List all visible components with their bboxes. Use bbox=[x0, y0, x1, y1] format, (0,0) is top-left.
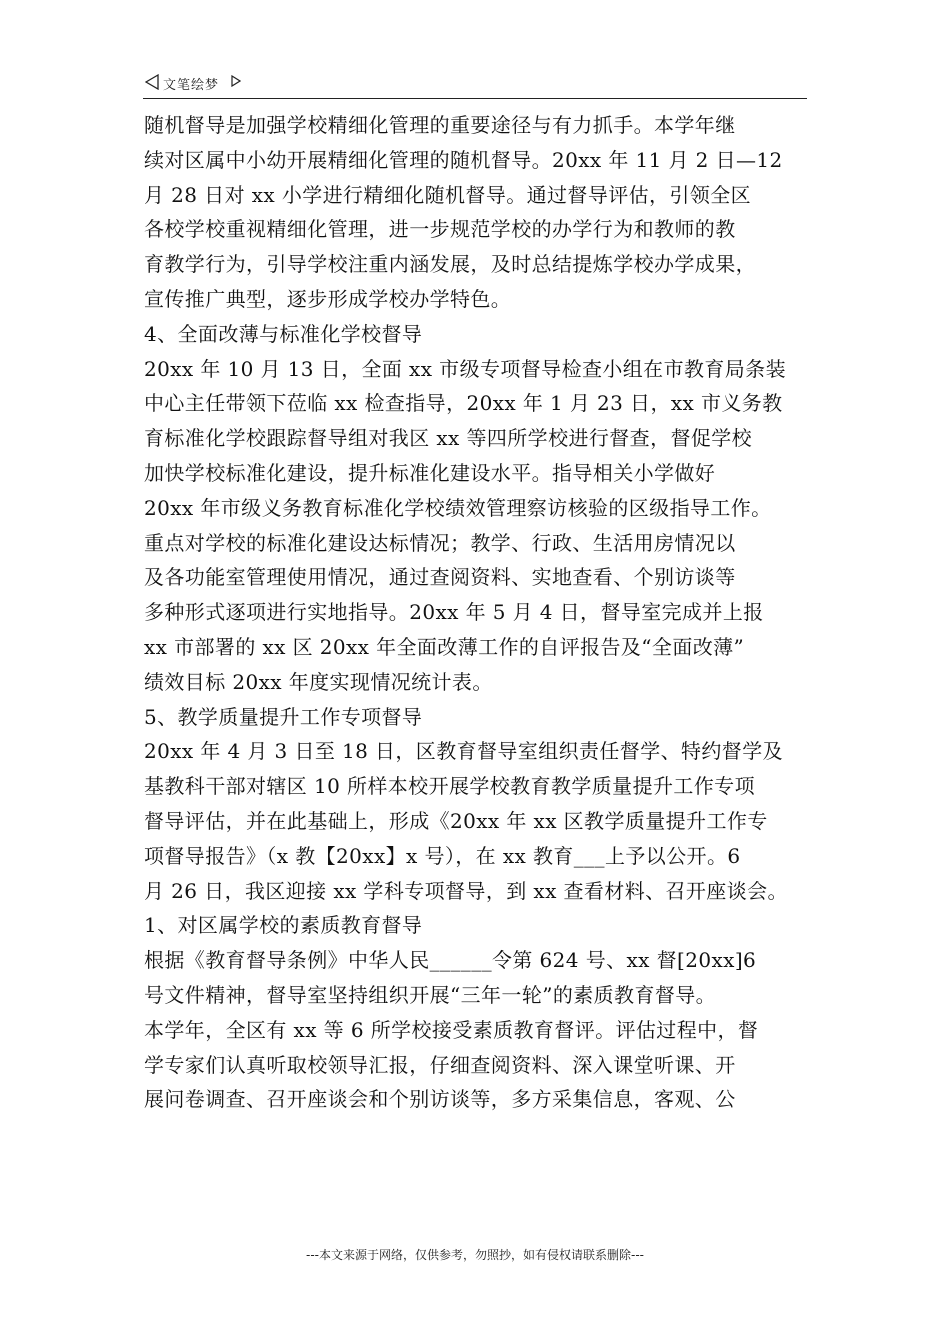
body-line: 育教学行为，引导学校注重内涵发展，及时总结提炼学校办学成果， bbox=[144, 252, 756, 277]
body-line: 各校学校重视精细化管理，进一步规范学校的办学行为和教师的教 bbox=[144, 217, 736, 242]
body-line: 20xx 年市级义务教育标准化学校绩效管理察访核验的区级指导工作。 bbox=[144, 495, 772, 520]
body-line: 育标准化学校跟踪督导组对我区 xx 等四所学校进行督查，督促学校 bbox=[144, 426, 753, 451]
body-line: xx 市部署的 xx 区 20xx 年全面改薄工作的自评报告及“全面改薄” bbox=[144, 634, 745, 659]
body-line: 加快学校标准化建设，提升标准化建设水平。指导相关小学做好 bbox=[144, 460, 716, 485]
section-heading: 1、对区属学校的素质教育督导 bbox=[144, 913, 423, 938]
body-line: 项督导报告》（x 教【20xx】x 号），在 xx 教育___上予以公开。6 bbox=[144, 843, 741, 868]
page-header bbox=[143, 72, 807, 99]
body-line: 学专家们认真听取校领导汇报，仔细查阅资料、深入课堂听课、开 bbox=[144, 1052, 736, 1077]
body-line: 宣传推广典型，逐步形成学校办学特色。 bbox=[144, 286, 512, 311]
body-line: 多种形式逐项进行实地指导。20xx 年 5 月 4 日，督导室完成并上报 bbox=[144, 600, 764, 625]
section-heading: 4、全面改薄与标准化学校督导 bbox=[144, 321, 423, 346]
body-line: 本学年，全区有 xx 等 6 所学校接受素质教育督评。评估过程中，督 bbox=[144, 1017, 759, 1042]
document-body bbox=[144, 108, 814, 1117]
body-line: 20xx 年 4 月 3 日至 18 日，区教育督导室组织责任督学、特约督学及 bbox=[144, 739, 784, 764]
body-line: 根据《教育督导条例》中华人民______令第 624 号、xx 督[20xx]6 bbox=[144, 948, 757, 973]
body-line: 月 28 日对 xx 小学进行精细化随机督导。通过督导评估，引领全区 bbox=[144, 182, 752, 207]
body-line: 中心主任带领下莅临 xx 检查指导，20xx 年 1 月 23 日，xx 市义务教 bbox=[144, 391, 783, 416]
body-line: 基教科干部对辖区 10 所样本校开展学校教育教学质量提升工作专项 bbox=[144, 774, 755, 799]
body-line: 及各功能室管理使用情况，通过查阅资料、实地查看、个别访谈等 bbox=[144, 565, 736, 590]
body-line: 重点对学校的标准化建设达标情况；教学、行政、生活用房情况以 bbox=[144, 530, 736, 555]
body-line: 绩效目标 20xx 年度实现情况统计表。 bbox=[144, 669, 493, 694]
page-footer: ---本文来源于网络，仅供参考，勿照抄，如有侵权请联系删除--- bbox=[306, 1248, 644, 1262]
body-line: 随机督导是加强学校精细化管理的重要途径与有力抓手。本学年继 bbox=[144, 113, 736, 137]
section-heading: 5、教学质量提升工作专项督导 bbox=[144, 704, 423, 729]
triangle-left-icon bbox=[145, 74, 159, 94]
body-line: 号文件精神，督导室坚持组织开展“三年一轮”的素质教育督导。 bbox=[144, 982, 717, 1007]
body-line: 20xx 年 10 月 13 日，全面 xx 市级专项督导检查小组在市教育局条装 bbox=[144, 356, 786, 381]
body-line: 督导评估，并在此基础上，形成《20xx 年 xx 区教学质量提升工作专 bbox=[144, 808, 768, 833]
body-line: 月 26 日，我区迎接 xx 学科专项督导，到 xx 查看材料、召开座谈会。 bbox=[144, 878, 788, 903]
header-brand: 文笔绘梦 bbox=[163, 78, 220, 93]
body-line: 展问卷调查、召开座谈会和个别访谈等，多方采集信息，客观、公 bbox=[144, 1087, 736, 1112]
triangle-right-icon bbox=[231, 72, 241, 91]
body-line: 续对区属中小幼开展精细化管理的随机督导。20xx 年 11 月 2 日—12 bbox=[144, 147, 783, 172]
